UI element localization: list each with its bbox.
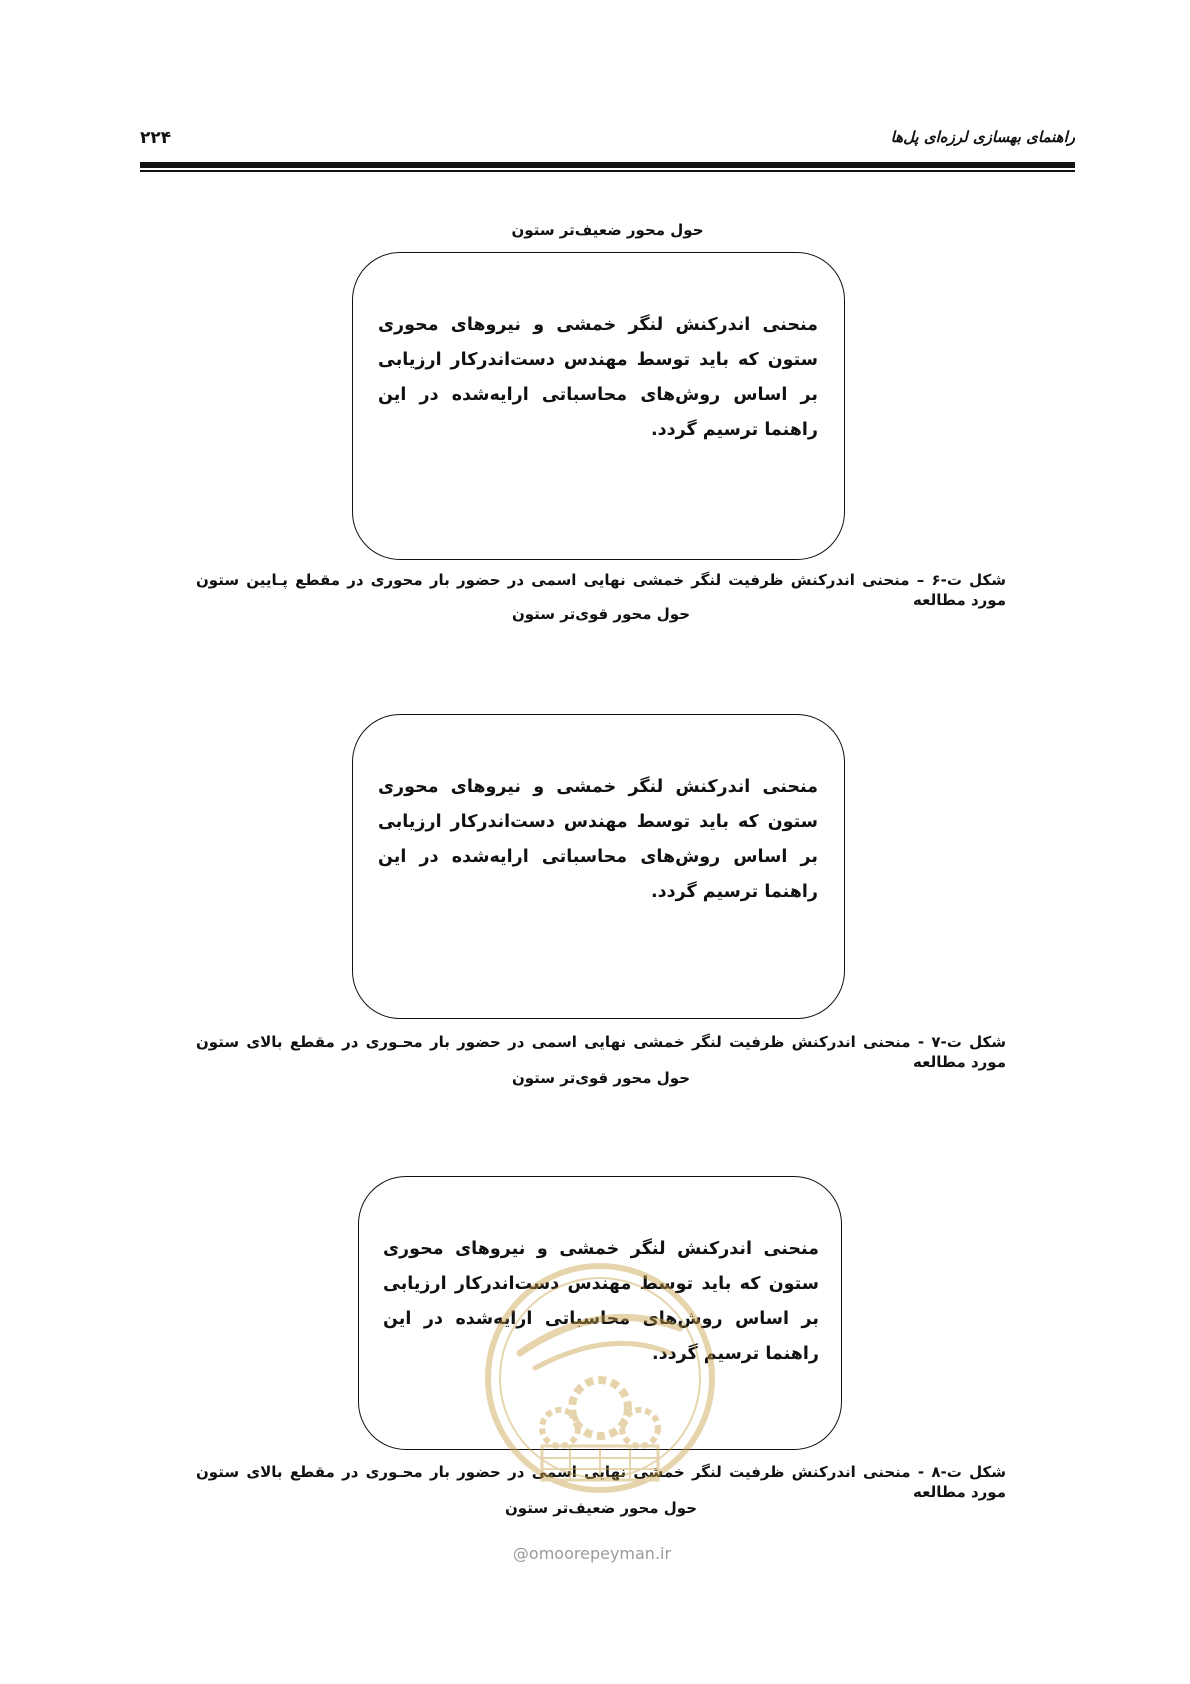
figure-6-caption-line1: شکل ت-۶ – منحنی اندرکنش ظرفیت لنگر خمشی نهایی اسمی در حضور بار محوری در مقطع پـایین ستون مورد مطالعه [196,571,1006,609]
watermark-site: @omoorepeyman.ir [512,1544,672,1563]
caption-continuation-text: حول محور ضعیف‌تر ستون [511,221,704,239]
page-number: ۲۲۴ [140,128,172,148]
figure-6-caption-line2: حول محور قوی‌تر ستون [511,605,691,623]
figure-6-placeholder-text: منحنی اندرکنش لنگر خمشی و نیروهای محوری ستون که باید توسط مهندس دست‌اندرکار ارزیابی بر اساس روش‌های محاسباتی ارایه‌شده در این راهنما ترسیم گردد. [378,315,818,440]
watermark-logo [480,1258,720,1498]
figure-7-caption-line1: شکل ت-۷ - منحنی اندرکنش ظرفیت لنگر خمشی نهایی اسمی در حضور بار محـوری در مقطع بالای ستون مورد مطالعه [196,1033,1006,1071]
figure-8-caption-line1: شکل ت-۸ - منحنی اندرکنش ظرفیت لنگر خمشی نهایی اسمی در حضور بار محـوری در مقطع بالای ستون مورد مطالعه [196,1463,1006,1501]
figure-7-caption-line2: حول محور قوی‌تر ستون [511,1069,691,1087]
figure-8-caption-line2: حول محور ضعیف‌تر ستون [504,1499,698,1517]
figure-7-caption [196,1032,1006,1092]
header-rule-thin [140,170,1075,172]
header-rule [140,162,1075,168]
book-title: راهنمای بهسازی لرزه‌ای پل‌ها [890,128,1075,146]
page-header [140,128,1075,160]
figure-7-placeholder-text: منحنی اندرکنش لنگر خمشی و نیروهای محوری ستون که باید توسط مهندس دست‌اندرکار ارزیابی بر اساس روش‌های محاسباتی ارایه‌شده در این راهنما ترسیم گردد. [378,777,818,902]
figure-6-caption [196,570,1006,630]
figure-8-placeholder-text: منحنی اندرکنش لنگر خمشی و نیروهای محوری ستون که باید توسط مهندس دست‌اندرکار ارزیابی بر اساس روش‌های محاسباتی ارایه‌شده در این راهنما ترسیم گردد. [383,1239,819,1364]
